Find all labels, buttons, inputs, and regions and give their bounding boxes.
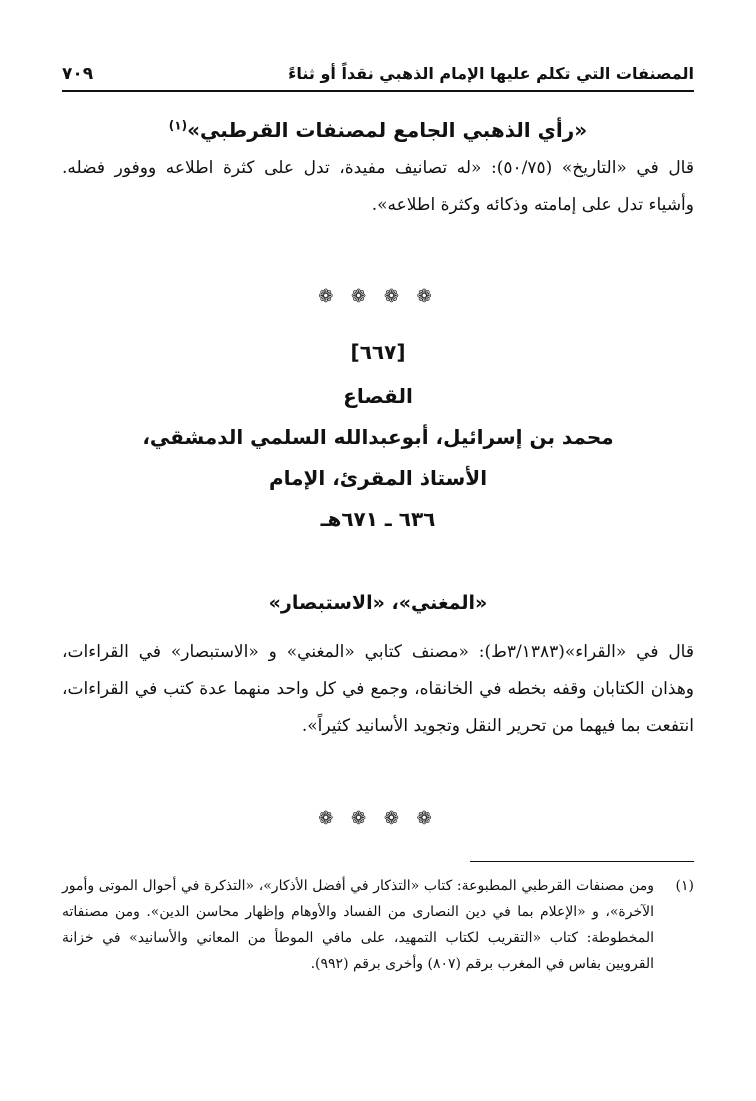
header-rule	[62, 90, 694, 92]
footnote	[62, 873, 694, 977]
section-heading-qurtubi	[62, 118, 694, 142]
ornament-divider: ❁ ❁ ❁ ❁	[318, 808, 438, 829]
ornament-divider: ❁ ❁ ❁ ❁	[318, 286, 438, 307]
entry-dates: ٦٣٦ ـ ٦٧١هـ	[320, 507, 436, 531]
entry-name: محمد بن إسرائيل، أبوعبدالله السلمي الدمشقي،	[142, 425, 614, 449]
entry-title: الأستاذ المقرئ، الإمام	[268, 466, 488, 490]
footnote-text: ومن مصنفات القرطبي المطبوعة: كتاب «التذكار في أفضل الأذكار»، «التذكرة في أحوال الموتى وأمور الآخرة»، و «الإعلام بما في دين النصارى من الفساد والأوهام وإظهار محاسن الدين». ومن مصنفاته المخطوطة: كتاب «التقريب لكتاب التمهيد، على مافي الموطأ من المعاني والأسانيد» في خزانة القرويين بفاس في المغرب برقم (٨٠٧) وأخرى برقم (٩٩٢).	[62, 878, 654, 972]
running-title: المصنفات التي تكلم عليها الإمام الذهبي نقداً أو ثناءً	[288, 64, 694, 83]
entry-nisba: القصاع	[343, 384, 413, 408]
entry-number: [٦٦٧]	[350, 340, 406, 364]
section-body-qurtubi: قال في «التاريخ» (٥٠/٧٥): «له تصانيف مفيدة، تدل على كثرة اطلاعه ووفور فضله. وأشياء تدل على إمامته وذكائه وكثرة اطلاعه».	[62, 158, 694, 215]
footnote-marker: (١)	[675, 878, 694, 894]
page-number: ٧٠٩	[62, 64, 94, 84]
page-header	[62, 60, 694, 90]
section-heading-mughni: «المغني»، «الاستبصار»	[268, 592, 488, 614]
section-heading-text: «رأي الذهبي الجامع لمصنفات القرطبي»	[187, 118, 588, 142]
footnote-rule	[470, 861, 694, 862]
footnote-reference: (١)	[168, 118, 188, 133]
section-body-mughni: قال في «القراء»(٣/١٣٨٣ط): «مصنف كتابي «المغني» و «الاستبصار» في القراءات، وهذان الكتابان وقفه بخطه في الخانقاه، وجمع في كل واحد منهما عدة كتب في القراءات، انتفعت بما فيهما من تحرير النقل وتجويد الأسانيد كثيراً».	[62, 642, 694, 736]
